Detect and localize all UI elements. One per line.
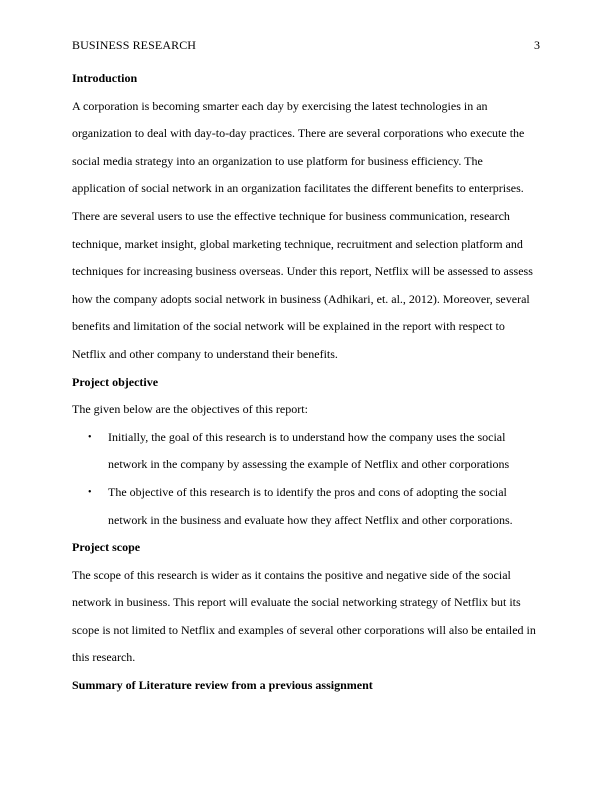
- list-item: [72, 424, 540, 479]
- list-item-line: network in the business and evaluate how they affect Netflix and other corporations.: [108, 512, 513, 527]
- running-header: [72, 37, 540, 53]
- project-objective-heading: Project objective: [72, 374, 159, 389]
- objective-intro: The given below are the objectives of this report:: [72, 402, 308, 417]
- project-scope-paragraph: [72, 562, 540, 672]
- paragraph-line: scope is not limited to Netflix and examples of several other corporations will also be entailed in: [72, 622, 536, 637]
- list-item-line: Initially, the goal of this research is to understand how the company uses the social: [108, 429, 506, 444]
- introduction-paragraph: [72, 93, 540, 369]
- paragraph-line: social media strategy into an organization to use platform for business efficiency. The: [72, 153, 483, 168]
- document-body: [72, 65, 540, 700]
- paragraph-line: how the company adopts social network in business (Adhikari, et. al., 2012). Moreover, several: [72, 291, 530, 306]
- list-item-line: network in the company by assessing the example of Netflix and other corporations: [108, 457, 510, 472]
- paragraph-line: The scope of this research is wider as it contains the positive and negative side of the social: [72, 567, 511, 582]
- bullet-icon: •: [88, 431, 92, 443]
- paragraph-line: Netflix and other company to understand their benefits.: [72, 346, 338, 361]
- list-item: [72, 479, 540, 534]
- paragraph-line: network in business. This report will evaluate the social networking strategy of Netflix but its: [72, 595, 521, 610]
- paragraph-line: organization to deal with day-to-day practices. There are several corporations who execute the: [72, 126, 525, 141]
- project-scope-heading: Project scope: [72, 540, 141, 555]
- page-number: 3: [534, 38, 540, 52]
- objective-bullet-list: [72, 424, 540, 534]
- paragraph-line: technique, market insight, global marketing technique, recruitment and selection platform and: [72, 236, 523, 251]
- paragraph-line: techniques for increasing business overseas. Under this report, Netflix will be assessed to assess: [72, 264, 533, 279]
- paragraph-line: application of social network in an organization facilitates the different benefits to enterprises.: [72, 181, 524, 196]
- paragraph-line: this research.: [72, 650, 136, 665]
- literature-summary-heading: Summary of Literature review from a previous assignment: [72, 678, 373, 693]
- list-item-line: The objective of this research is to identify the pros and cons of adopting the social: [108, 484, 507, 499]
- bullet-icon: •: [88, 486, 92, 498]
- running-header-title: BUSINESS RESEARCH: [72, 38, 197, 52]
- paragraph-line: A corporation is becoming smarter each day by exercising the latest technologies in an: [72, 98, 488, 113]
- paragraph-line: benefits and limitation of the social network will be explained in the report with respect to: [72, 319, 505, 334]
- paragraph-line: There are several users to use the effective technique for business communication, research: [72, 208, 510, 223]
- introduction-heading: Introduction: [72, 71, 138, 85]
